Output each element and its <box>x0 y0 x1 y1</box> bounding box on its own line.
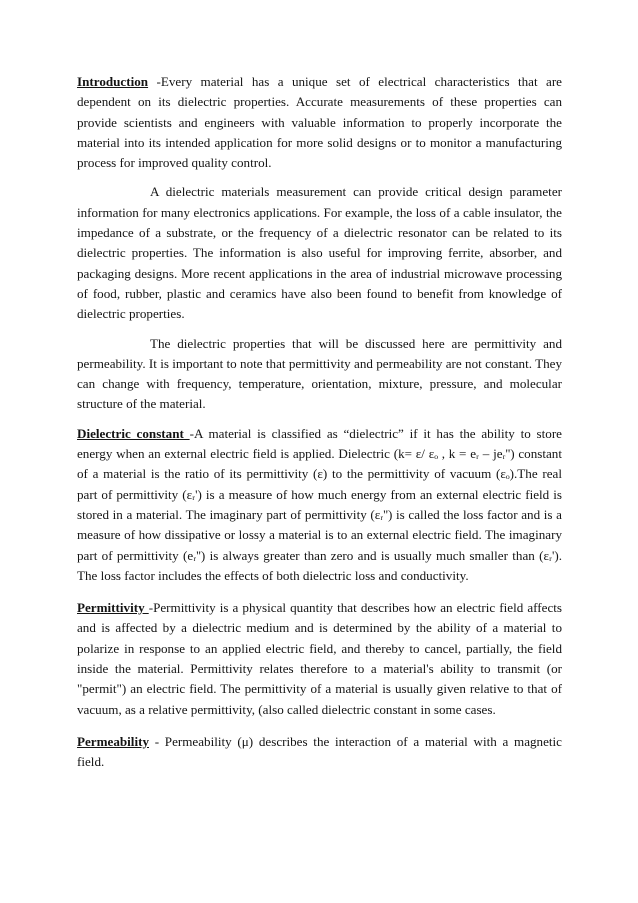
permeability-heading: Permeability <box>77 733 149 749</box>
properties-paragraph: The dielectric properties that will be discussed here are permittivity and permeability. It is important to note that permittivity and permeability are not constant. They can change with frequency, temperature, orientation, mixture, pressure, and molecular structure of the material. <box>77 335 562 412</box>
document-page <box>77 72 562 773</box>
dielectric-constant-text: -A material is classified as “dielectric” if it has the ability to store energy when an external electric field is applied. Dielectric (k= ε/ εₒ , k = eᵣ – jeᵣ'') constant of a material is the ratio of its permittivity (ε) to the permittivity of vacuum (εₒ).The real part of permittivity (εᵣ') is a measure of how much energy from an external electric field is stored in a material. The imaginary part of permittivity (εᵣ'') is called the loss factor and is a measure of how dissipative or lossy a material is to an external electric field. The imaginary part of permittivity (eᵣ'') is always greater than zero and is usually much smaller than (εᵣ'). The loss factor includes the effects of both dielectric loss and conductivity. <box>77 425 562 583</box>
measurement-paragraph: A dielectric materials measurement can provide critical design parameter information for many electronics applications. For example, the loss of a cable insulator, the impedance of a substrate, or the frequency of a dielectric resonator can be related to its dielectric properties. The information is also useful for improving ferrite, absorber, and packaging designs. More recent applications in the area of industrial microwave processing of food, rubber, plastic and ceramics have also been found to benefit from knowledge of dielectric properties. <box>77 184 562 322</box>
permeability-text: - Permeability (μ) describes the interaction of a material with a magnetic field. <box>77 733 562 770</box>
dielectric-constant-heading: Dielectric constant <box>77 425 190 441</box>
intro-text: -Every material has a unique set of electrical characteristics that are dependent on its dielectric properties. Accurate measurements of these properties can provide scientists and engineers with valuable information to properly incorporate the material into its intended application for more solid designs or to monitor a manufacturing process for improved quality control. <box>77 74 562 171</box>
intro-heading: Introduction <box>77 74 149 89</box>
permittivity-text: -Permittivity is a physical quantity that describes how an electric field affects and is affected by a dielectric medium and is determined by the ability of a material to polarize in response to an applied electric field, and thereby to cancel, partially, the field inside the material. Permittivity relates therefore to a material's ability to transmit (or "permit") an electric field. The permittivity of a material is usually given relative to that of vacuum, as a relative permittivity, (also called dielectric constant in some cases. <box>77 600 563 717</box>
permittivity-paragraph <box>77 598 562 720</box>
permeability-paragraph <box>77 732 562 773</box>
dielectric-constant-paragraph <box>77 424 562 586</box>
intro-paragraph <box>77 72 562 173</box>
permittivity-heading: Permittivity <box>77 600 149 616</box>
